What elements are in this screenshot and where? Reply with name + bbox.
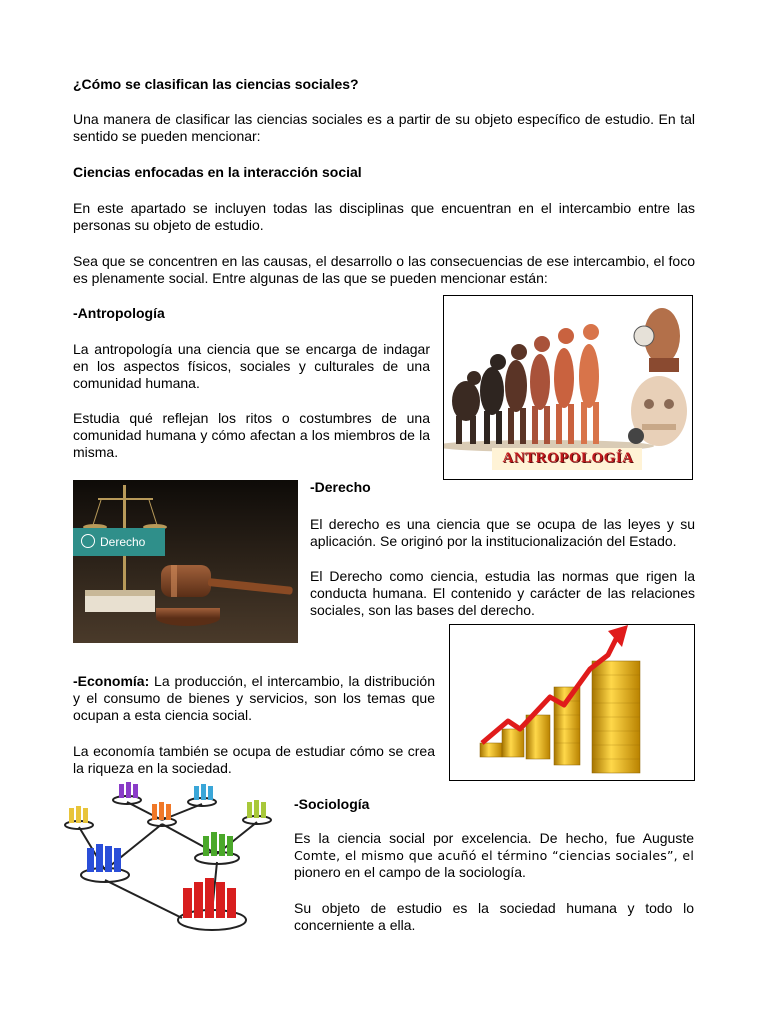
- antropologia-heading: -Antropología: [73, 305, 165, 321]
- antropologia-paragraph-2: Estudia qué reflejan los ritos o costumbres de una comunidad humana y cómo afectan a los miembros de la misma.: [73, 410, 430, 460]
- derecho-heading: -Derecho: [310, 479, 371, 495]
- sociologia-text-c: pionero en el campo de la sociología.: [294, 864, 526, 880]
- page-title: ¿Cómo se clasifican las ciencias sociales?: [73, 76, 359, 92]
- sociologia-heading: -Sociología: [294, 796, 370, 812]
- economia-paragraph-2: La economía también se ocupa de estudiar cómo se crea la riqueza en la sociedad.: [73, 743, 435, 776]
- sociologia-paragraph-1: [294, 830, 694, 881]
- social-network-illustration: [57, 780, 282, 950]
- economia-text: La producción, el intercambio, la distribución y el consumo de bienes y servicios, son los temas que ocupan a esta ciencia social.: [73, 673, 435, 723]
- intro-paragraph: Una manera de clasificar las ciencias sociales es a partir de su objeto específico de estudio. En tal sentido se pueden mencionar:: [73, 111, 695, 144]
- derecho-banner: [73, 528, 165, 556]
- derecho-paragraph-2: El Derecho como ciencia, estudia las normas que rigen la conducta humana. El contenido y carácter de las relaciones sociales, son las bases del derecho.: [310, 568, 695, 618]
- antropologia-image: [443, 295, 693, 480]
- derecho-image: [73, 480, 298, 643]
- section-heading: Ciencias enfocadas en la interacción social: [73, 164, 362, 180]
- gold-coins-chart-illustration: [450, 625, 694, 780]
- economia-heading: -Economía:: [73, 673, 150, 689]
- sociologia-text-b: Comte, el mismo que acuñó el término “ciencias sociales”, el: [294, 848, 694, 863]
- antropologia-paragraph-1: La antropología una ciencia que se encarga de indagar en los aspectos físicos, sociales y culturales de una comunidad humana.: [73, 341, 430, 391]
- law-circle-icon: [81, 534, 95, 548]
- economia-paragraph-1: [73, 673, 435, 724]
- derecho-banner-label: Derecho: [100, 535, 146, 549]
- gavel-scales-illustration: [73, 480, 298, 643]
- sociologia-paragraph-2: Su objeto de estudio es la sociedad humana y todo lo concerniente a ella.: [294, 900, 694, 933]
- sociologia-image: [57, 780, 282, 950]
- sociologia-text-a: Es la ciencia social por excelencia. De hecho, fue Auguste: [294, 830, 694, 846]
- antropologia-caption: ANTROPOLOGÍA: [502, 450, 634, 466]
- economia-image: [449, 624, 695, 781]
- derecho-paragraph-1: El derecho es una ciencia que se ocupa de las leyes y su aplicación. Se originó por la institucionalización del Estado.: [310, 516, 695, 549]
- section-paragraph-1: En este apartado se incluyen todas las disciplinas que encuentran en el intercambio entre las personas su objeto de estudio.: [73, 200, 695, 233]
- section-paragraph-2: Sea que se concentren en las causas, el desarrollo o las consecuencias de ese intercambio, el foco es plenamente social. Entre algunas de las que se pueden mencionar están:: [73, 253, 695, 286]
